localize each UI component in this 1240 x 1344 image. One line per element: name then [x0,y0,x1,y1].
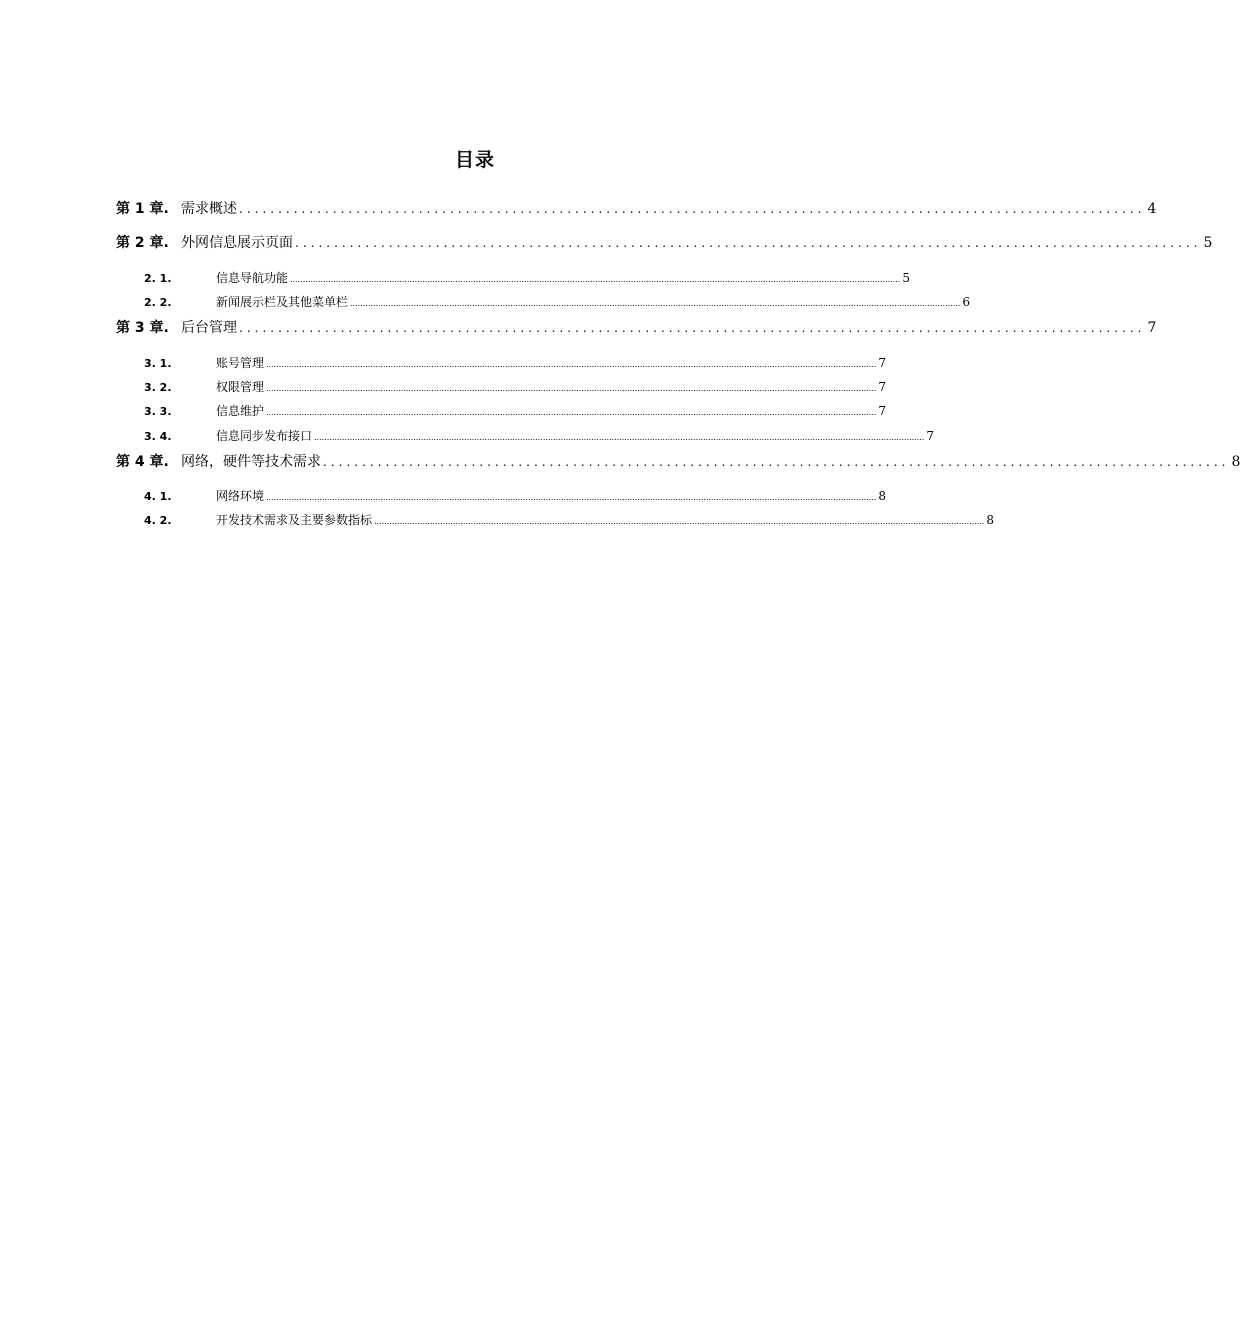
toc-entry-label: 网络环境 [216,489,265,503]
toc-entry-page: 8 [878,489,886,503]
toc-entry-label: 信息导航功能 [216,271,289,285]
toc-leader-dots: ................................................................................................................................................................................................................................................ [350,299,961,308]
toc-leader-dots: ................................................................................................................................................................................................................................................ [266,384,877,393]
toc-entry-section-4-1[interactable] [144,486,886,506]
toc-entry-number: 4. 2. [144,514,172,527]
toc-entry-label: 信息维护 [216,404,265,418]
toc-entry-number: 3. 2. [144,381,172,394]
toc-entry-page: 4 [1147,201,1157,217]
toc-entry-label: 网络，硬件等技术需求 [181,454,321,470]
toc-entry-label: 后台管理 [181,320,237,336]
toc-entry-label: 信息同步发布接口 [216,429,313,443]
toc-leader-dots: ................................................................................................................................................................................................................................................ [266,408,877,417]
toc-entry-number: 第 1 章. [116,201,169,217]
toc-entry-section-2-2[interactable] [144,292,970,312]
toc-entry-label: 权限管理 [216,380,265,394]
toc-leader-dots: .................................................................................................................... [295,236,1202,250]
toc-entry-number: 4. 1. [144,490,172,503]
toc-entry-section-3-4[interactable] [144,426,934,446]
toc-entry-number: 3. 1. [144,357,172,370]
toc-entry-page: 5 [1203,235,1213,251]
toc-entry-number: 2. 1. [144,272,172,285]
toc-leader-dots: ................................................................................................................................................................................................................................................ [266,360,877,369]
toc-entry-page: 8 [1231,454,1240,470]
toc-entry-section-3-3[interactable] [144,401,886,421]
toc-entry-chapter-3[interactable] [116,316,1157,340]
toc-entry-page: 6 [962,295,970,309]
toc-entry-page: 7 [878,380,886,394]
toc-entry-page: 7 [878,356,886,370]
toc-leader-dots: .................................................................................................................... [239,202,1146,216]
toc-entry-label: 新闻展示栏及其他菜单栏 [216,295,349,309]
toc-leader-dots: ................................................................................................................................................................................................................................................ [266,493,877,502]
toc-entry-page: 7 [878,404,886,418]
toc-entry-label: 账号管理 [216,356,265,370]
toc-entry-number: 3. 3. [144,405,172,418]
toc-entry-number: 2. 2. [144,296,172,309]
toc-leader-dots: .................................................................................................................... [239,321,1146,335]
toc-leader-dots: ................................................................................................................................................................................................................................................ [290,275,901,284]
toc-entry-page: 8 [986,513,994,527]
toc-entry-number: 第 4 章. [116,454,169,470]
toc-entry-section-3-2[interactable] [144,377,886,397]
toc-leader-dots: ................................................................................................................................................................................................................................................ [314,433,925,442]
toc-entry-section-2-1[interactable] [144,268,910,288]
toc-entry-number: 3. 4. [144,430,172,443]
toc-entry-chapter-1[interactable] [116,197,1157,221]
toc-entry-number: 第 3 章. [116,320,169,336]
toc-entry-page: 5 [902,271,910,285]
toc-title: 目录 [454,149,495,171]
toc-entry-label: 外网信息展示页面 [181,235,293,251]
toc-leader-dots: .................................................................................................................... [323,455,1230,469]
toc-entry-label: 开发技术需求及主要参数指标 [216,513,373,527]
toc-entry-number: 第 2 章. [116,235,169,251]
toc-entry-section-4-2[interactable] [144,510,994,530]
toc-entry-chapter-2[interactable] [116,231,1213,255]
toc-leader-dots: ................................................................................................................................................................................................................................................ [374,517,985,526]
toc-entry-page: 7 [1147,320,1157,336]
toc-entry-label: 需求概述 [181,201,237,217]
toc-entry-chapter-4[interactable] [116,450,1240,474]
toc-entry-page: 7 [926,429,934,443]
toc-entry-section-3-1[interactable] [144,353,886,373]
